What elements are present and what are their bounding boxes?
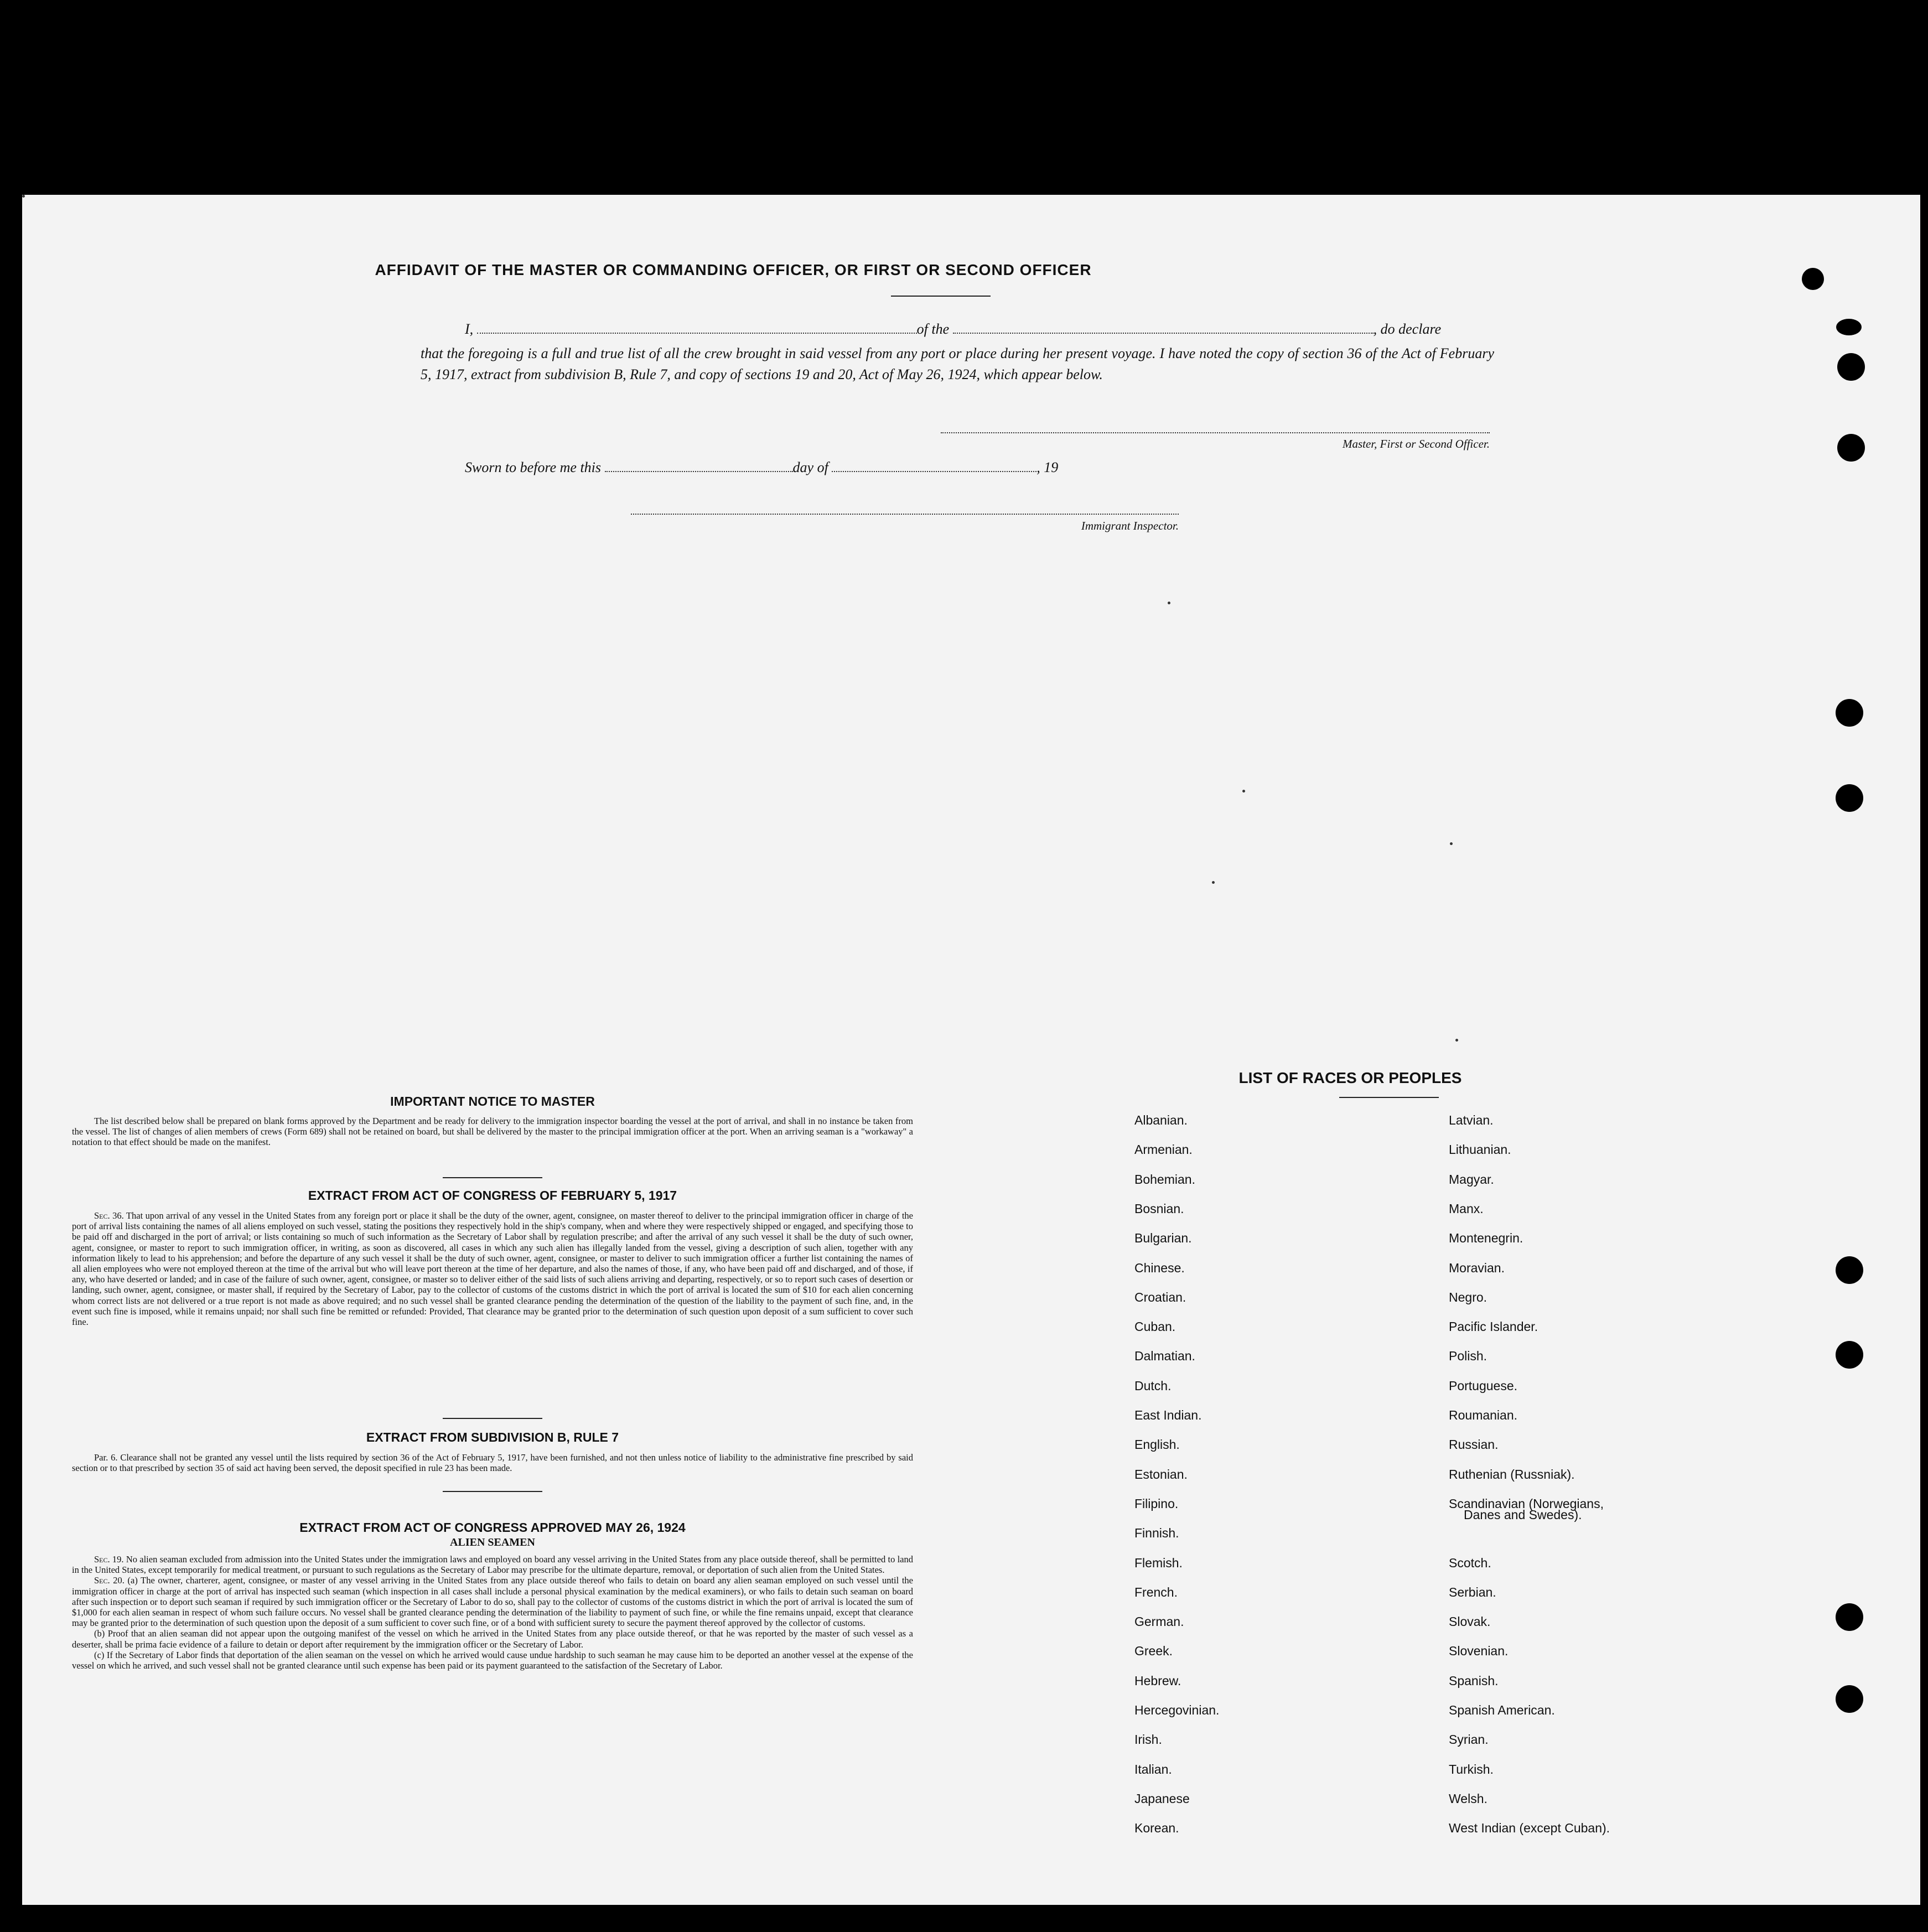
sworn-day-blank[interactable] <box>605 470 793 472</box>
extract-rule7-title: EXTRACT FROM SUBDIVISION B, RULE 7 <box>366 1430 619 1444</box>
extract-1924-text <box>72 1554 913 1671</box>
race-item: Greek. <box>1134 1644 1173 1658</box>
extract-1924-subtitle: ALIEN SEAMEN <box>450 1536 535 1548</box>
binding-hole <box>1837 434 1865 462</box>
race-item: Negro. <box>1449 1290 1488 1304</box>
sec19-label: Sec. 19. <box>94 1554 124 1565</box>
scan-speck <box>1212 881 1215 884</box>
race-item: West Indian (except Cuban). <box>1449 1821 1610 1835</box>
race-item-scandinavian-cont: Danes and Swedes). <box>1464 1508 1582 1522</box>
race-item: Finnish. <box>1134 1526 1179 1540</box>
master-signature-blank[interactable] <box>941 432 1490 433</box>
extract-rule7-rule <box>443 1491 542 1492</box>
form-sheet <box>22 195 1920 1905</box>
race-item: Hercegovinian. <box>1134 1703 1220 1717</box>
race-item: Latvian. <box>1449 1113 1494 1127</box>
sworn-day-of: day of <box>792 459 828 475</box>
sec36-text: That upon arrival of any vessel in the United States from any foreign port or place it shall be the duty of the owner, agent, consignee, on master thereof to deliver to the principal immigration officer in charge of the port of arrival lists containing the names of all aliens employed on such vessel, stating the positions they respectively hold in the ship's company, when and where they were respectively shipped or engaged, and specifying those to be paid off and discharged in the port of arrival; or lists containing so much of such information as the Secretary of Labor shall by regulation prescribe; and after the arrival of any such vessel it shall be the duty of such owner, agent, consignee, or master to report to such immigration officer, in writing, as soon as discovered, all cases in which any such alien has illegally landed from the vessel, giving a description of such alien, together with any information likely to lead to his apprehension; and before the departure of any such vessel it shall be the duty of such owner, agent, consignee, or master to deliver to such immigration officer a further list containing the names of all alien employees who were not employed thereon at the time of the arrival but who will leave port thereon at the time of her departure, and also the names of those, if any, who have been paid off and discharged, and of those, if any, who have deserted or landed; and in case of the failure of such owner, agent, consignee, or master so to deliver either of the said lists of such aliens arriving and departing, respectively, or so to report such cases of desertion or landing, such owner, agent, consignee, or master shall, if required by the Secretary of Labor, pay to the collector of customs of the customs district in which the port of arrival is located the sum of $10 for each alien concerning whom correct lists are not delivered or a true report is not made as above required; and no such vessel shall be granted clearance pending the determination of the question of the liability to the payment of such fine, and, in the event such fine is imposed, while it remains unpaid; nor shall such fine be remitted or refunded: Provided, That clearance may be granted prior to the determination of such question upon deposit of a sum sufficient to cover such fine. <box>72 1210 914 1328</box>
races-title-rule <box>1339 1097 1439 1098</box>
sec20b-text: (b) Proof that an alien seaman did not appear upon the outgoing manifest of the vessel on which he arrived in the United States from any place outside thereof, or that he was reported by the master of such vessel as a deserter, shall be prima facie evidence of a failure to detain or deport after requirement by the immigration officer or the Secretary of Labor. <box>72 1628 913 1650</box>
extract-rule7-text <box>72 1452 913 1473</box>
extract-1924-title: EXTRACT FROM ACT OF CONGRESS APPROVED MAY 26, 1924 <box>299 1520 686 1535</box>
race-item: Magyar. <box>1449 1172 1494 1187</box>
race-item: Bosnian. <box>1134 1201 1184 1216</box>
race-item: Hebrew. <box>1134 1674 1181 1688</box>
sec19-text: No alien seaman excluded from admission into the United States under the immigration laws and employed on board any vessel arriving in the United States from any place outside thereof, shall be permitted to land in the United States, except temporarily for medical treatment, or pursuant to such regulations as the Secretary of Labor may prescribe for the ultimate departure, removal, or deportation of such alien from the United States. <box>72 1554 914 1576</box>
race-item: English. <box>1134 1437 1180 1452</box>
scan-speck <box>1168 602 1170 604</box>
notice-rule <box>443 1177 542 1178</box>
affidavit-title-rule <box>891 296 991 297</box>
race-item: Albanian. <box>1134 1113 1188 1127</box>
race-item: Slovak. <box>1449 1614 1491 1629</box>
affidavit-body: that the foregoing is a full and true list of all the crew brought in said vessel from any port or place during her present voyage. I have noted the copy of section 36 of the Act of February 5, 1917, extract from subdivision B, Rule 7, and copy of sections 19 and 20, Act of May 26, 1924, which appear below. <box>421 345 1494 382</box>
race-item: Manx. <box>1449 1201 1484 1216</box>
race-item: Pacific Islander. <box>1449 1319 1538 1334</box>
race-item: Syrian. <box>1449 1732 1489 1747</box>
scan-speck <box>22 195 25 198</box>
race-item: Portuguese. <box>1449 1379 1518 1393</box>
race-item: East Indian. <box>1134 1408 1202 1422</box>
scan-speck <box>1455 1039 1458 1042</box>
race-item: Cuban. <box>1134 1319 1176 1334</box>
race-item: German. <box>1134 1614 1184 1629</box>
binding-hole <box>1836 1341 1863 1369</box>
extract-1917-rule <box>443 1418 542 1419</box>
sworn-month-blank[interactable] <box>832 470 1036 472</box>
affidavit-vessel-blank[interactable] <box>953 332 1374 334</box>
race-item: Ruthenian (Russniak). <box>1449 1467 1575 1482</box>
binding-hole <box>1836 319 1862 335</box>
notice-paragraph: The list described below shall be prepared on blank forms approved by the Department and be ready for delivery to the immigration inspector boarding the vessel at the port of arrival, and shall in no instance be taken from the vessel. The list of changes of alien members of crews (Form 689) shall not be retained on board, but shall be delivered by the master to the principal immigration officer at the port. When an arriving seaman is a "workaway" a notation to that effect should be made on the manifest. <box>72 1116 913 1148</box>
race-item: Russian. <box>1449 1437 1499 1452</box>
affidavit-line1 <box>465 321 1494 338</box>
sworn-line <box>465 459 1058 476</box>
race-item: Turkish. <box>1449 1762 1494 1776</box>
scan-speck <box>1450 842 1453 845</box>
race-item: Bulgarian. <box>1134 1231 1192 1245</box>
race-item: Bohemian. <box>1134 1172 1195 1187</box>
race-item: Spanish. <box>1449 1674 1499 1688</box>
race-item: Korean. <box>1134 1821 1179 1835</box>
race-item: Scotch. <box>1449 1556 1491 1570</box>
affidavit-name-blank[interactable] <box>477 332 917 334</box>
affidavit-of-the-label: of the <box>916 321 950 337</box>
extract-1917-title: EXTRACT FROM ACT OF CONGRESS OF FEBRUARY 5, 1917 <box>308 1188 677 1203</box>
extract-1917-text <box>72 1210 913 1327</box>
sec36-label: Sec. 36. <box>94 1210 124 1221</box>
scan-speck <box>1242 790 1245 793</box>
notice-text <box>72 1116 913 1148</box>
race-item: French. <box>1134 1585 1178 1599</box>
race-item: Slovenian. <box>1449 1644 1509 1658</box>
sworn-year: , 19 <box>1036 459 1059 475</box>
race-item: Japanese <box>1134 1791 1190 1806</box>
binding-hole <box>1836 1256 1863 1284</box>
race-item: Spanish American. <box>1449 1703 1555 1717</box>
affidavit-i-label: I, <box>465 321 474 337</box>
race-item: Welsh. <box>1449 1791 1488 1806</box>
race-item: Estonian. <box>1134 1467 1188 1482</box>
rule7-paragraph: Par. 6. Clearance shall not be granted any vessel until the lists required by section 36 of the Act of February 5, 1917, have been furnished, and not then unless notice of liability to the administrative fine prescribed by said section or to that prescribed by section 35 of said act having been served, the deposit specified in rule 23 has been made. <box>72 1452 913 1474</box>
race-item: Flemish. <box>1134 1556 1183 1570</box>
affidavit-declare-label: , do declare <box>1373 321 1442 337</box>
race-item: Armenian. <box>1134 1142 1193 1157</box>
binding-hole <box>1836 1685 1863 1713</box>
sworn-prefix: Sworn to before me this <box>465 459 602 475</box>
sec20a-text: (a) The owner, charterer, agent, consignee, or master of any vessel arriving in the United States from any place outside thereof who fails to detain on board any alien seaman employed on such vessel until the immigration officer in charge at the port of arrival has inspected such seaman (which inspection in all cases shall include a personal physical examination by the medical examiners), or who fails to detain such seaman on board after such inspection or to deport such seaman if required by such immigration officer or the Secretary of Labor to do so, shall pay to the collector of customs of the customs district in which the port of arrival is located the sum of $1,000 for each alien seaman in respect of whom such failure occurs. No vessel shall be granted clearance pending the determination of the liability to payment of such fine, or while the fine remains unpaid, except that clearance may be granted prior to the determination of such question upon the deposit of a sum sufficient to cover such fine, or of a bond with sufficient surety to secure the payment thereof approved by the collector of customs. <box>72 1575 913 1629</box>
sec20c-text: (c) If the Secretary of Labor finds that deportation of the alien seaman on the vessel on which he arrived would cause undue hardship to such seaman he may cause him to be deported an another vessel at the expense of the vessel on which he arrived, and such vessel shall not be granted clearance until such expense has been paid or its payment guaranteed to the satisfaction of the Secretary of Labor. <box>72 1649 913 1671</box>
race-item: Montenegrin. <box>1449 1231 1523 1245</box>
race-item: Filipino. <box>1134 1496 1179 1511</box>
race-item: Lithuanian. <box>1449 1142 1511 1157</box>
race-item: Moravian. <box>1449 1261 1505 1275</box>
binding-hole <box>1802 268 1824 290</box>
notice-title: IMPORTANT NOTICE TO MASTER <box>390 1094 595 1109</box>
race-item: Irish. <box>1134 1732 1162 1747</box>
binding-hole <box>1837 353 1865 381</box>
race-item: Roumanian. <box>1449 1408 1518 1422</box>
binding-hole <box>1836 784 1863 812</box>
affidavit-title: AFFIDAVIT OF THE MASTER OR COMMANDING OFFICER, OR FIRST OR SECOND OFFICER <box>375 261 1092 278</box>
race-item: Serbian. <box>1449 1585 1496 1599</box>
binding-hole <box>1836 699 1863 727</box>
race-item: Dutch. <box>1134 1379 1172 1393</box>
races-title: LIST OF RACES OR PEOPLES <box>1238 1069 1462 1086</box>
race-item: Dalmatian. <box>1134 1349 1195 1363</box>
inspector-signature-label: Immigrant Inspector. <box>1081 519 1179 532</box>
race-item: Chinese. <box>1134 1261 1185 1275</box>
sec20-label: Sec. 20. <box>94 1575 125 1586</box>
race-item: Croatian. <box>1134 1290 1186 1304</box>
race-item: Polish. <box>1449 1349 1488 1363</box>
binding-hole <box>1836 1603 1863 1631</box>
race-item: Italian. <box>1134 1762 1172 1776</box>
master-signature-label: Master, First or Second Officer. <box>1343 437 1490 450</box>
race-item: Scandinavian (Norwegians, <box>1449 1496 1604 1511</box>
inspector-signature-blank[interactable] <box>631 513 1179 515</box>
